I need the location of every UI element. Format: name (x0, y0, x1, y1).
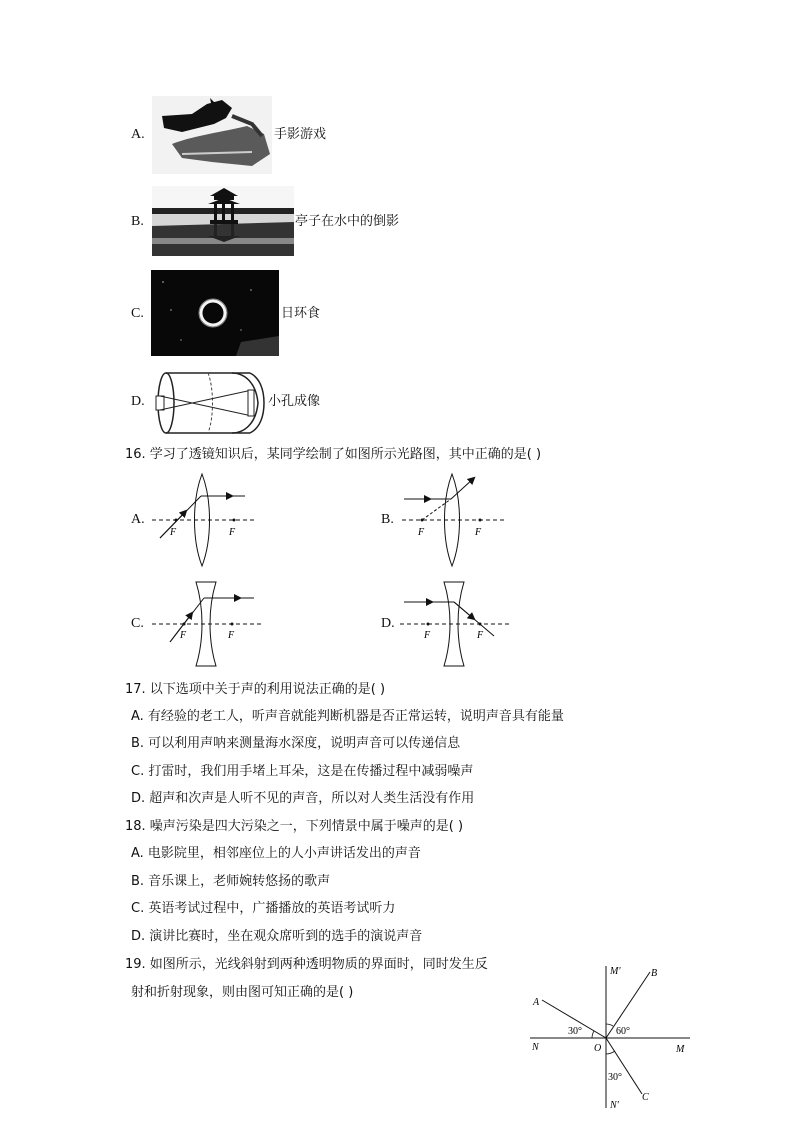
hand-shadow-image (152, 96, 272, 174)
q19-label-c: C (642, 1092, 649, 1103)
q19-angle-30-top: 30° (568, 1026, 582, 1037)
q16-b-focus-left: F (418, 527, 425, 538)
q15-option-c-caption: 日环食 (281, 306, 321, 321)
q15-option-d-label: D. (131, 394, 145, 409)
q19-label-m-prime: M' (610, 966, 621, 977)
q19-label-a: A (533, 997, 540, 1008)
q18-option-a: A. 电影院里，相邻座位上的人小声讲话发出的声音 (131, 846, 421, 861)
q16-c-focus-left: F (180, 630, 187, 641)
q16-a-focus-right: F (229, 527, 236, 538)
q16-b-focus-right: F (475, 527, 482, 538)
q19-angle-30-bottom: 30° (608, 1072, 622, 1083)
q19-refraction-figure (526, 962, 694, 1112)
q15-option-b-label: B. (131, 214, 144, 229)
q16-a-focus-left: F (170, 527, 177, 538)
q19-label-n-prime: N' (610, 1100, 619, 1111)
pavilion-reflection-image (152, 186, 294, 256)
q18-option-c: C. 英语考试过程中，广播播放的英语考试听力 (131, 901, 396, 916)
q15-option-b-caption: 亭子在水中的倒影 (295, 214, 400, 229)
q16-option-a-label: A. (131, 512, 145, 527)
q18-option-b: B. 音乐课上，老师婉转悠扬的歌声 (131, 874, 331, 889)
q19-label-m: M (676, 1044, 685, 1055)
annular-eclipse-image (151, 270, 279, 356)
q16-option-c-label: C. (131, 616, 144, 631)
q17-option-b: B. 可以利用声呐来测量海水深度，说明声音可以传递信息 (131, 736, 461, 751)
q17-option-d: D. 超声和次声是人听不见的声音，所以对人类生活没有作用 (131, 791, 475, 806)
q19-label-n: N (532, 1042, 539, 1053)
q17-option-c: C. 打雷时，我们用手堵上耳朵，这是在传播过程中减弱噪声 (131, 764, 474, 779)
q15-option-d-caption: 小孔成像 (268, 394, 321, 409)
q19-stem-line1: 19. 如图所示，光线斜射到两种透明物质的界面时，同时发生反 (125, 957, 488, 972)
q16-option-d-label: D. (381, 616, 395, 631)
q19-angle-60: 60° (616, 1026, 630, 1037)
q16-d-focus-right: F (477, 630, 484, 641)
q16-option-b-label: B. (381, 512, 394, 527)
q18-stem: 18. 噪声污染是四大污染之一，下列情景中属于噪声的是( ) (125, 819, 464, 834)
q16-stem: 16. 学习了透镜知识后，某同学绘制了如图所示光路图，其中正确的是( ) (125, 447, 542, 462)
q19-label-b: B (651, 968, 658, 979)
q15-option-a-label: A. (131, 127, 145, 142)
q18-option-d: D. 演讲比赛时，坐在观众席听到的选手的演说声音 (131, 929, 423, 944)
q19-stem-line2: 射和折射现象，则由图可知正确的是( ) (131, 985, 354, 1000)
q16-option-d-figure (398, 578, 514, 670)
q16-d-focus-left: F (424, 630, 431, 641)
q16-option-a-figure (150, 470, 260, 570)
q16-c-focus-right: F (228, 630, 235, 641)
q15-option-c-label: C. (131, 306, 144, 321)
q15-option-a-caption: 手影游戏 (274, 127, 327, 142)
q16-option-b-figure (398, 470, 508, 570)
q19-label-o: O (594, 1043, 602, 1054)
q16-option-c-figure (150, 578, 266, 670)
pinhole-camera-image (152, 368, 266, 438)
q17-stem: 17. 以下选项中关于声的利用说法正确的是( ) (125, 682, 386, 697)
q17-option-a: A. 有经验的老工人，听声音就能判断机器是否正常运转，说明声音具有能量 (131, 709, 564, 724)
